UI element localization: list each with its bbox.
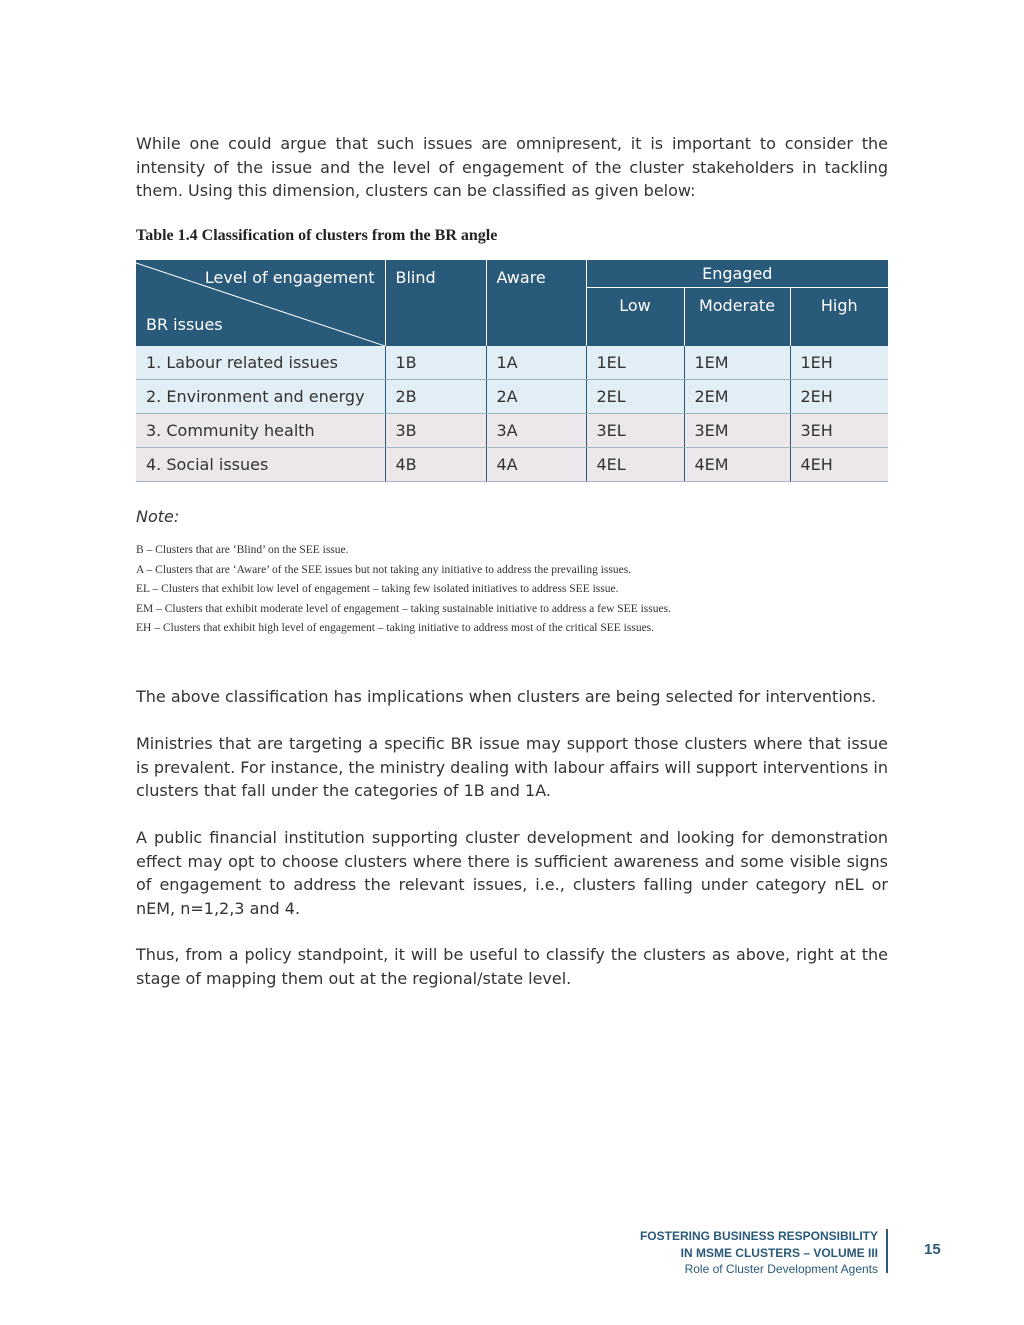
footer-title-line2: IN MSME CLUSTERS – VOLUME III xyxy=(680,1245,878,1260)
table-caption: Table 1.4 Classification of clusters from the BR angle xyxy=(136,227,498,244)
table-cell: 3EM xyxy=(684,414,790,448)
note-item: EH – Clusters that exhibit high level of engagement – taking initiative to address most of the critical SEE issues. xyxy=(136,622,655,634)
body-paragraph: Thus, from a policy standpoint, it will be useful to classify the clusters as above, right at the stage of mapping them out at the regional/state level. xyxy=(136,945,888,988)
table-row xyxy=(136,380,888,414)
table-cell: 1EH xyxy=(790,346,888,380)
notes-list xyxy=(136,541,671,639)
body-paragraph: A public financial institution supporting cluster development and looking for demonstration effect may opt to choose clusters where there is sufficient awareness and some visible signs of engagement to address the relevant issues, i.e., clusters falling under category nEL or nEM, n=1,2,3 and 4. xyxy=(136,828,888,918)
table-cell: 2. Environment and energy xyxy=(136,380,385,414)
table-cell: 4. Social issues xyxy=(136,448,385,482)
table-cell: 3EL xyxy=(586,414,684,448)
table-cell: 2B xyxy=(385,380,486,414)
br-issues-label: BR issues xyxy=(146,315,223,334)
subcol-header-high: High xyxy=(790,288,888,347)
subcol-header-moderate: Moderate xyxy=(684,288,790,347)
table-cell: 1A xyxy=(486,346,586,380)
note-label: Note: xyxy=(136,507,180,526)
level-of-engagement-label: Level of engagement xyxy=(204,268,375,287)
table-corner-header xyxy=(136,260,385,346)
col-header-blind: Blind xyxy=(385,260,486,346)
table-cell: 1B xyxy=(385,346,486,380)
body-paragraph: The above classification has implications when clusters are being selected for interventions. xyxy=(136,687,877,706)
table-cell: 4EL xyxy=(586,448,684,482)
table-cell: 2A xyxy=(486,380,586,414)
table-cell: 4A xyxy=(486,448,586,482)
body-paragraph: Ministries that are targeting a specific BR issue may support those clusters where that issue is prevalent. For instance, the ministry dealing with labour affairs will support interventions in clusters that fall under the categories of 1B and 1A. xyxy=(136,734,888,800)
subcol-header-low: Low xyxy=(586,288,684,347)
note-item: A – Clusters that are ‘Aware’ of the SEE issues but not taking any initiative to address the prevailing issues. xyxy=(136,563,632,576)
footer-title-line1: FOSTERING BUSINESS RESPONSIBILITY xyxy=(639,1229,878,1243)
table-cell: 1EL xyxy=(586,346,684,380)
table-cell: 3. Community health xyxy=(136,414,385,448)
table-cell: 1EM xyxy=(684,346,790,380)
table-cell: 2EM xyxy=(684,380,790,414)
table-row xyxy=(136,414,888,448)
col-header-engaged: Engaged xyxy=(586,260,888,288)
table-row xyxy=(136,448,888,482)
table-cell: 3EH xyxy=(790,414,888,448)
running-footer xyxy=(640,1228,878,1278)
footer-subtitle: Role of Cluster Development Agents xyxy=(684,1262,878,1276)
page-number: 15 xyxy=(924,1241,941,1258)
table-cell: 4EM xyxy=(684,448,790,482)
note-item: EM – Clusters that exhibit moderate level of engagement – taking sustainable initiative to address a few SEE issues. xyxy=(136,602,671,615)
col-header-aware: Aware xyxy=(486,260,586,346)
table-cell: 2EL xyxy=(586,380,684,414)
table-row xyxy=(136,346,888,380)
classification-table xyxy=(136,260,888,482)
footer-divider xyxy=(886,1229,888,1273)
table-cell: 1. Labour related issues xyxy=(136,346,385,380)
table-cell: 3A xyxy=(486,414,586,448)
intro-paragraph: While one could argue that such issues are omnipresent, it is important to consider the intensity of the issue and the level of engagement of the cluster stakeholders in tackling them. Using this dimension, clusters can be classified as given below: xyxy=(136,134,888,200)
table-cell: 4B xyxy=(385,448,486,482)
note-item: EL – Clusters that exhibit low level of engagement – taking few isolated initiatives to address SEE issue. xyxy=(136,583,619,595)
table-cell: 4EH xyxy=(790,448,888,482)
note-item: B – Clusters that are ‘Blind’ on the SEE issue. xyxy=(136,544,349,556)
table-cell: 2EH xyxy=(790,380,888,414)
table-cell: 3B xyxy=(385,414,486,448)
